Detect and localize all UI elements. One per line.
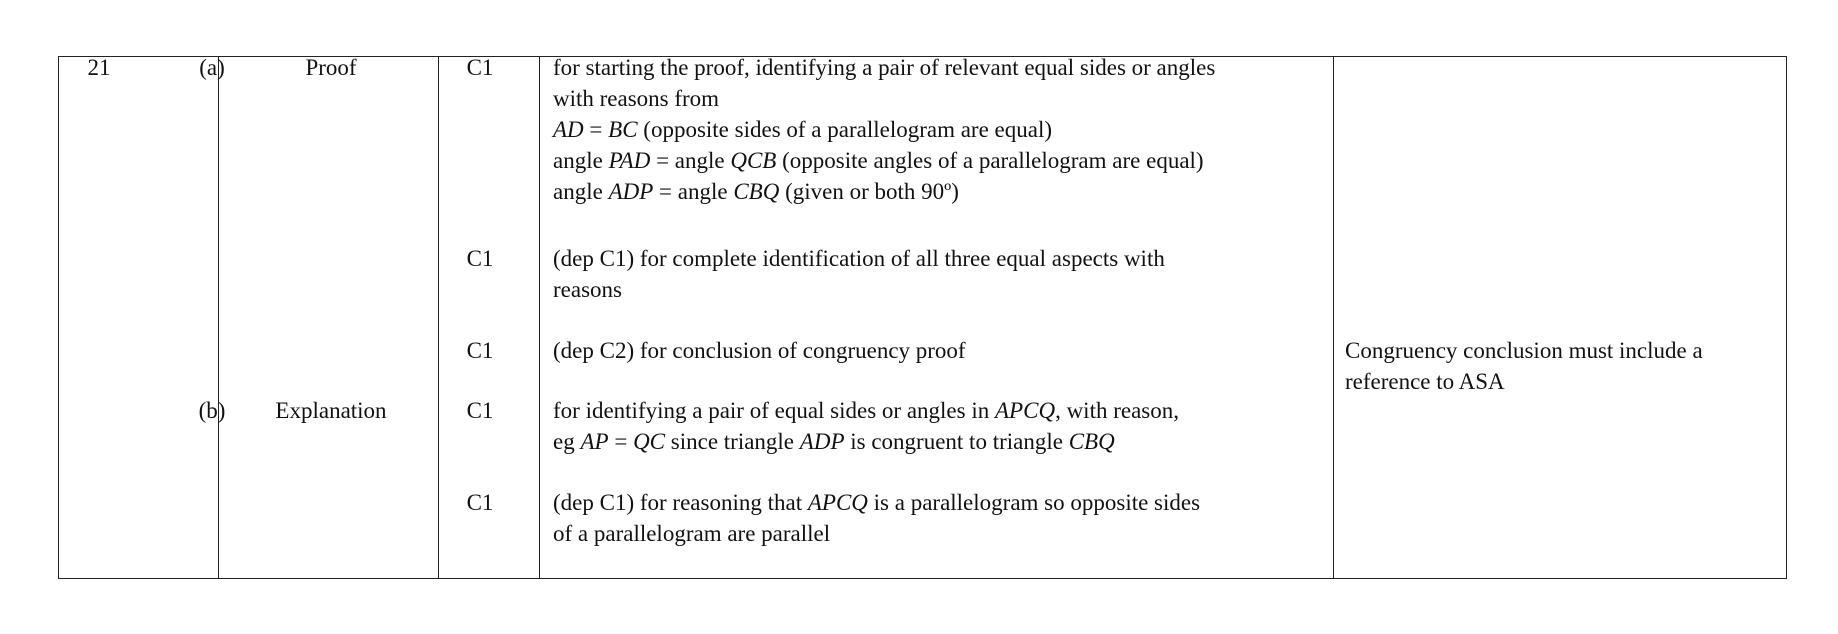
guidance-mark-1	[553, 52, 1333, 207]
guidance-mark-5	[553, 487, 1333, 549]
column-divider	[539, 57, 540, 578]
part-description-b: Explanation	[275, 398, 387, 423]
guidance-line-text: for identifying a pair of equal sides or angles in APCQ, with reason,	[553, 398, 1179, 423]
additional-comment	[1345, 335, 1785, 397]
mark-code: C1	[466, 55, 494, 80]
guidance-line-text: angle ADP = angle CBQ (given or both 90º)	[553, 179, 959, 204]
guidance-line-text: (dep C1) for reasoning that APCQ is a parallelogram so opposite sides	[553, 490, 1201, 515]
guidance-line	[553, 426, 1333, 457]
question-number: 21	[87, 55, 111, 80]
guidance-line: (dep C1) for complete identification of all three equal aspects with	[553, 246, 1165, 271]
guidance-mark-2	[553, 243, 1333, 305]
guidance-line: with reasons from	[553, 86, 720, 111]
mark-code: C1	[466, 338, 494, 363]
guidance-line: reasons	[553, 277, 622, 302]
guidance-line: (dep C2) for conclusion of congruency proof	[553, 338, 966, 363]
column-divider	[1333, 57, 1334, 578]
guidance-mark-4	[553, 395, 1333, 457]
guidance-line-text: angle PAD = angle QCB (opposite angles of a parallelogram are equal)	[553, 148, 1204, 173]
comment-line: Congruency conclusion must include a	[1345, 338, 1703, 363]
comment-line: reference to ASA	[1345, 369, 1505, 394]
mark-code: C1	[466, 246, 494, 271]
column-divider	[438, 57, 439, 578]
guidance-line	[553, 145, 1333, 176]
guidance-line-text: eg AP = QC since triangle ADP is congruent to triangle CBQ	[553, 429, 1115, 454]
guidance-line: of a parallelogram are parallel	[553, 521, 831, 546]
guidance-line	[553, 114, 1333, 145]
mark-scheme-table	[58, 56, 1787, 579]
column-divider	[218, 57, 219, 578]
guidance-line	[553, 395, 1333, 426]
mark-code: C1	[466, 398, 494, 423]
part-label-a: (a)	[199, 55, 225, 80]
guidance-line-text: AD = BC (opposite sides of a parallelogram are equal)	[553, 117, 1053, 142]
part-label-b: (b)	[198, 398, 226, 423]
mark-code: C1	[466, 490, 494, 515]
guidance-line	[553, 176, 1333, 207]
part-description-a: Proof	[305, 55, 357, 80]
guidance-line	[553, 487, 1333, 518]
guidance-line: for starting the proof, identifying a pair of relevant equal sides or angles	[553, 55, 1216, 80]
guidance-mark-3	[553, 335, 1333, 366]
